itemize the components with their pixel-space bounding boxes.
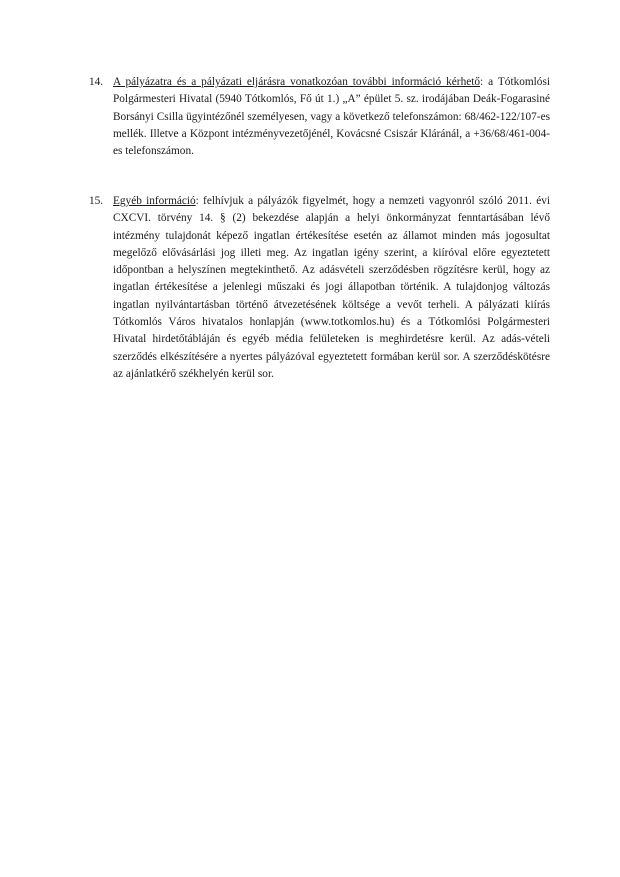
item-heading: Egyéb információ [113,195,196,207]
item-heading: A pályázatra és a pályázati eljárásra vonatkozóan további információ kérhető [113,76,481,88]
item-text: : a Tótkomlósi Polgármesteri Hivatal (5940 Tótkomlós, Fő út 1.) „A” épület 5. sz. irodájában Deák-Fogarasiné Borsányi Csilla ügyintézőnél személyesen, vagy a következő telefonszámon: 68/462-122/107-es mellék. Illetve a Központ intézményvezetőjénél, Kovácsné Csiszár Kláránál, a +36/68/461-004-es telefonszámon. [113,76,550,158]
item-number: 14. [89,76,104,88]
item-text: : felhívjuk a pályázók figyelmét, hogy a nemzeti vagyonról szóló 2011. évi CXCVI. törvény 14. § (2) bekezdése alapján a helyi önkormányzat fenntartásában lévő intézmény tulajdonát képező ingatlan értékesítése esetén az államot minden más jogosultat megelőző elővásárlási jog illeti meg. Az ingatlan igény szerint, a kiíróval előre egyeztetett időpontban a helyszínen megtekinthető. Az adásvételi szerződésben rögzítésre kerül, hogy az ingatlan értékesítése a jelenlegi műszaki és jogi állapotban történik. A tulajdonjog változás ingatlan nyilvántartásban történő átvezetésének költsége a vevőt terheli. A pályázati kiírás Tótkomlós Város hivatalos honlapján (www.totkomlos.hu) és a Tótkomlósi Polgármesteri Hivatal hirdetőtábláján és egyéb média felületeken is meghirdetésre kerül. Az adás-vételi szerződés elkészítésére a nyertes pályázóval egyeztetett formában kerül sor. A szerződéskötésre az ajánlatkérő székhelyén kerül sor. [113,195,550,380]
item-body [113,74,550,160]
list-item-14 [89,74,550,160]
item-number: 15. [89,195,104,207]
item-body [113,193,550,383]
list-item-15 [89,193,550,383]
